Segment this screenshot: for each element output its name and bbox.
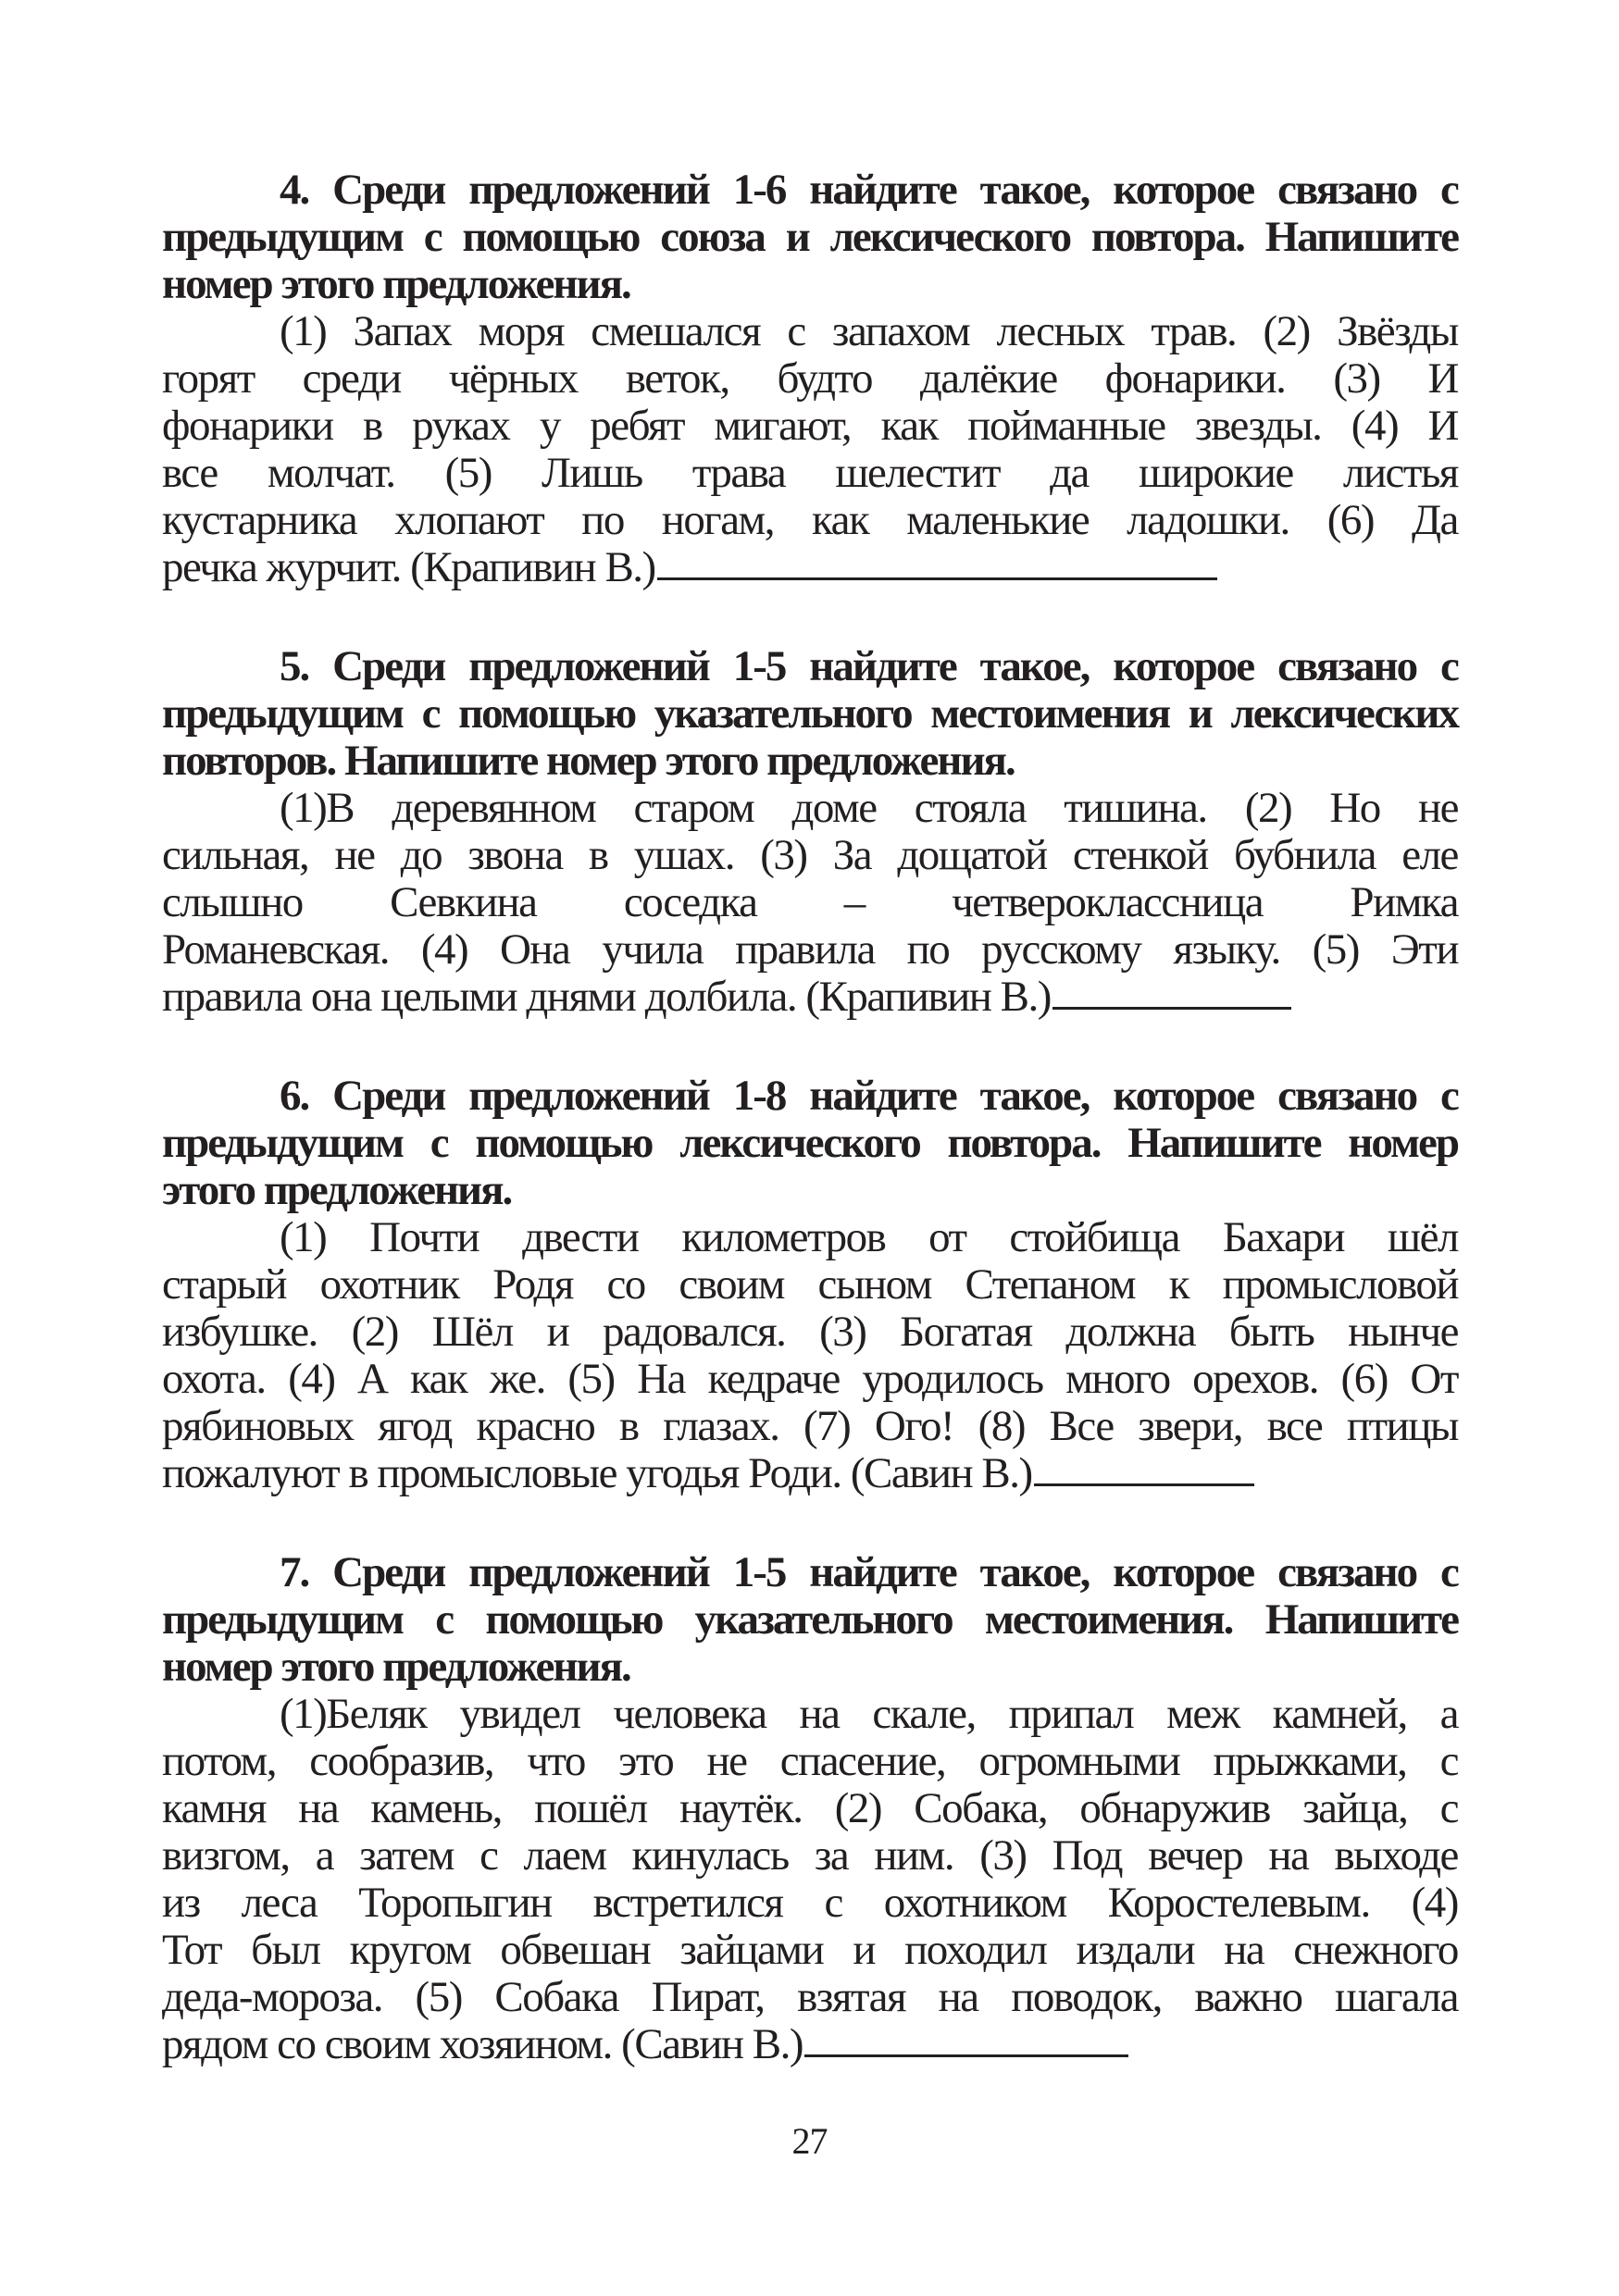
passage-line: рядом со своим хозяином. (Савин В.) — [162, 2021, 1458, 2068]
question-line: 6. Среди предложений 1-8 найдите такое, которое связано с — [280, 1072, 1458, 1120]
passage-line: старый охотник Родя со своим сыном Степаном к промысловой — [162, 1260, 1458, 1309]
task-6 — [162, 1073, 1458, 1497]
passage-line: (1) Запах моря смешался с запахом лесных трав. (2) Звёзды — [280, 307, 1458, 355]
passage-line: из леса Торопыгин встретился с охотником Коростелевым. (4) — [162, 1879, 1458, 1927]
page-number: 27 — [791, 2120, 828, 2162]
task-7 — [162, 1549, 1458, 2068]
passage-line: (1)Беляк увидел человека на скале, припал меж камней, а — [280, 1690, 1458, 1738]
passage-line: горят среди чёрных веток, будто далёкие фонарики. (3) И — [162, 354, 1458, 403]
passage-line: фонарики в руках у ребят мигают, как пойманные звезды. (4) И — [162, 402, 1458, 450]
question-line: предыдущим с помощью указательного местоимения. Напишите — [162, 1595, 1458, 1644]
passage-line: слышно Севкина соседка – четвероклассница Римка — [162, 878, 1458, 926]
passage-line: сильная, не до звона в ушах. (3) За дощатой стенкой бубнила еле — [162, 831, 1458, 879]
passage-line: камня на камень, пошёл наутёк. (2) Собака, обнаружив зайца, с — [162, 1784, 1458, 1832]
passage-line: речка журчит. (Крапивин В.) — [162, 544, 1458, 591]
task-4 — [162, 167, 1458, 591]
task-question — [162, 643, 1458, 785]
question-line: этого предложения. — [162, 1166, 512, 1214]
question-line: номер этого предложения. — [162, 260, 630, 308]
task-question — [162, 167, 1458, 308]
answer-blank[interactable] — [804, 2021, 1128, 2057]
passage-line: Романевская. (4) Она учила правила по русскому языку. (5) Эти — [162, 925, 1458, 974]
passage-line: визгом, а затем с лаем кинулась за ним. (3) Под вечер на выходе — [162, 1831, 1458, 1880]
passage-line: Тот был кругом обвешан зайцами и походил издали на снежного — [162, 1926, 1458, 1974]
passage-line: все молчат. (5) Лишь трава шелестит да широкие листья — [162, 449, 1458, 497]
question-line: предыдущим с помощью союза и лексического повтора. Напишите — [162, 213, 1458, 261]
document-page — [162, 167, 1458, 2120]
question-line: номер этого предложения. — [162, 1643, 630, 1691]
passage-line: пожалуют в промысловые угодья Роди. (Савин В.) — [162, 1450, 1458, 1497]
passage-line: правила она целыми днями долбила. (Крапивин В.) — [162, 974, 1458, 1021]
task-question — [162, 1073, 1458, 1214]
task-passage — [162, 308, 1458, 591]
passage-line: деда-мороза. (5) Собака Пират, взятая на поводок, важно шагала — [162, 1973, 1458, 2021]
passage-line: охота. (4) А как же. (5) На кедраче уродилось много орехов. (6) От — [162, 1355, 1458, 1403]
question-line: 7. Среди предложений 1-5 найдите такое, которое связано с — [280, 1548, 1458, 1596]
passage-line: рябиновых ягод красно в глазах. (7) Ого! (8) Все звери, все птицы — [162, 1402, 1458, 1450]
answer-blank[interactable] — [1052, 974, 1291, 1010]
answer-blank[interactable] — [657, 544, 1217, 580]
task-5 — [162, 643, 1458, 1021]
question-line: 4. Среди предложений 1-6 найдите такое, которое связано с — [280, 166, 1458, 214]
task-passage — [162, 1214, 1458, 1497]
question-line: повторов. Напишите номер этого предложения. — [162, 737, 1015, 785]
question-line: предыдущим с помощью лексического повтора. Напишите номер — [162, 1119, 1458, 1167]
task-passage — [162, 1691, 1458, 2068]
question-line: предыдущим с помощью указательного местоимения и лексических — [162, 689, 1458, 738]
passage-line: кустарника хлопают по ногам, как маленькие ладошки. (6) Да — [162, 496, 1458, 544]
passage-line: избушке. (2) Шёл и радовался. (3) Богатая должна быть нынче — [162, 1308, 1458, 1356]
question-line: 5. Среди предложений 1-5 найдите такое, которое связано с — [280, 642, 1458, 690]
passage-line: (1) Почти двести километров от стойбища Бахари шёл — [280, 1213, 1458, 1261]
task-question — [162, 1549, 1458, 1691]
passage-line: потом, сообразив, что это не спасение, огромными прыжками, с — [162, 1737, 1458, 1785]
passage-line: (1)В деревянном старом доме стояла тишина. (2) Но не — [280, 784, 1458, 832]
task-passage — [162, 785, 1458, 1021]
answer-blank[interactable] — [1034, 1450, 1254, 1486]
